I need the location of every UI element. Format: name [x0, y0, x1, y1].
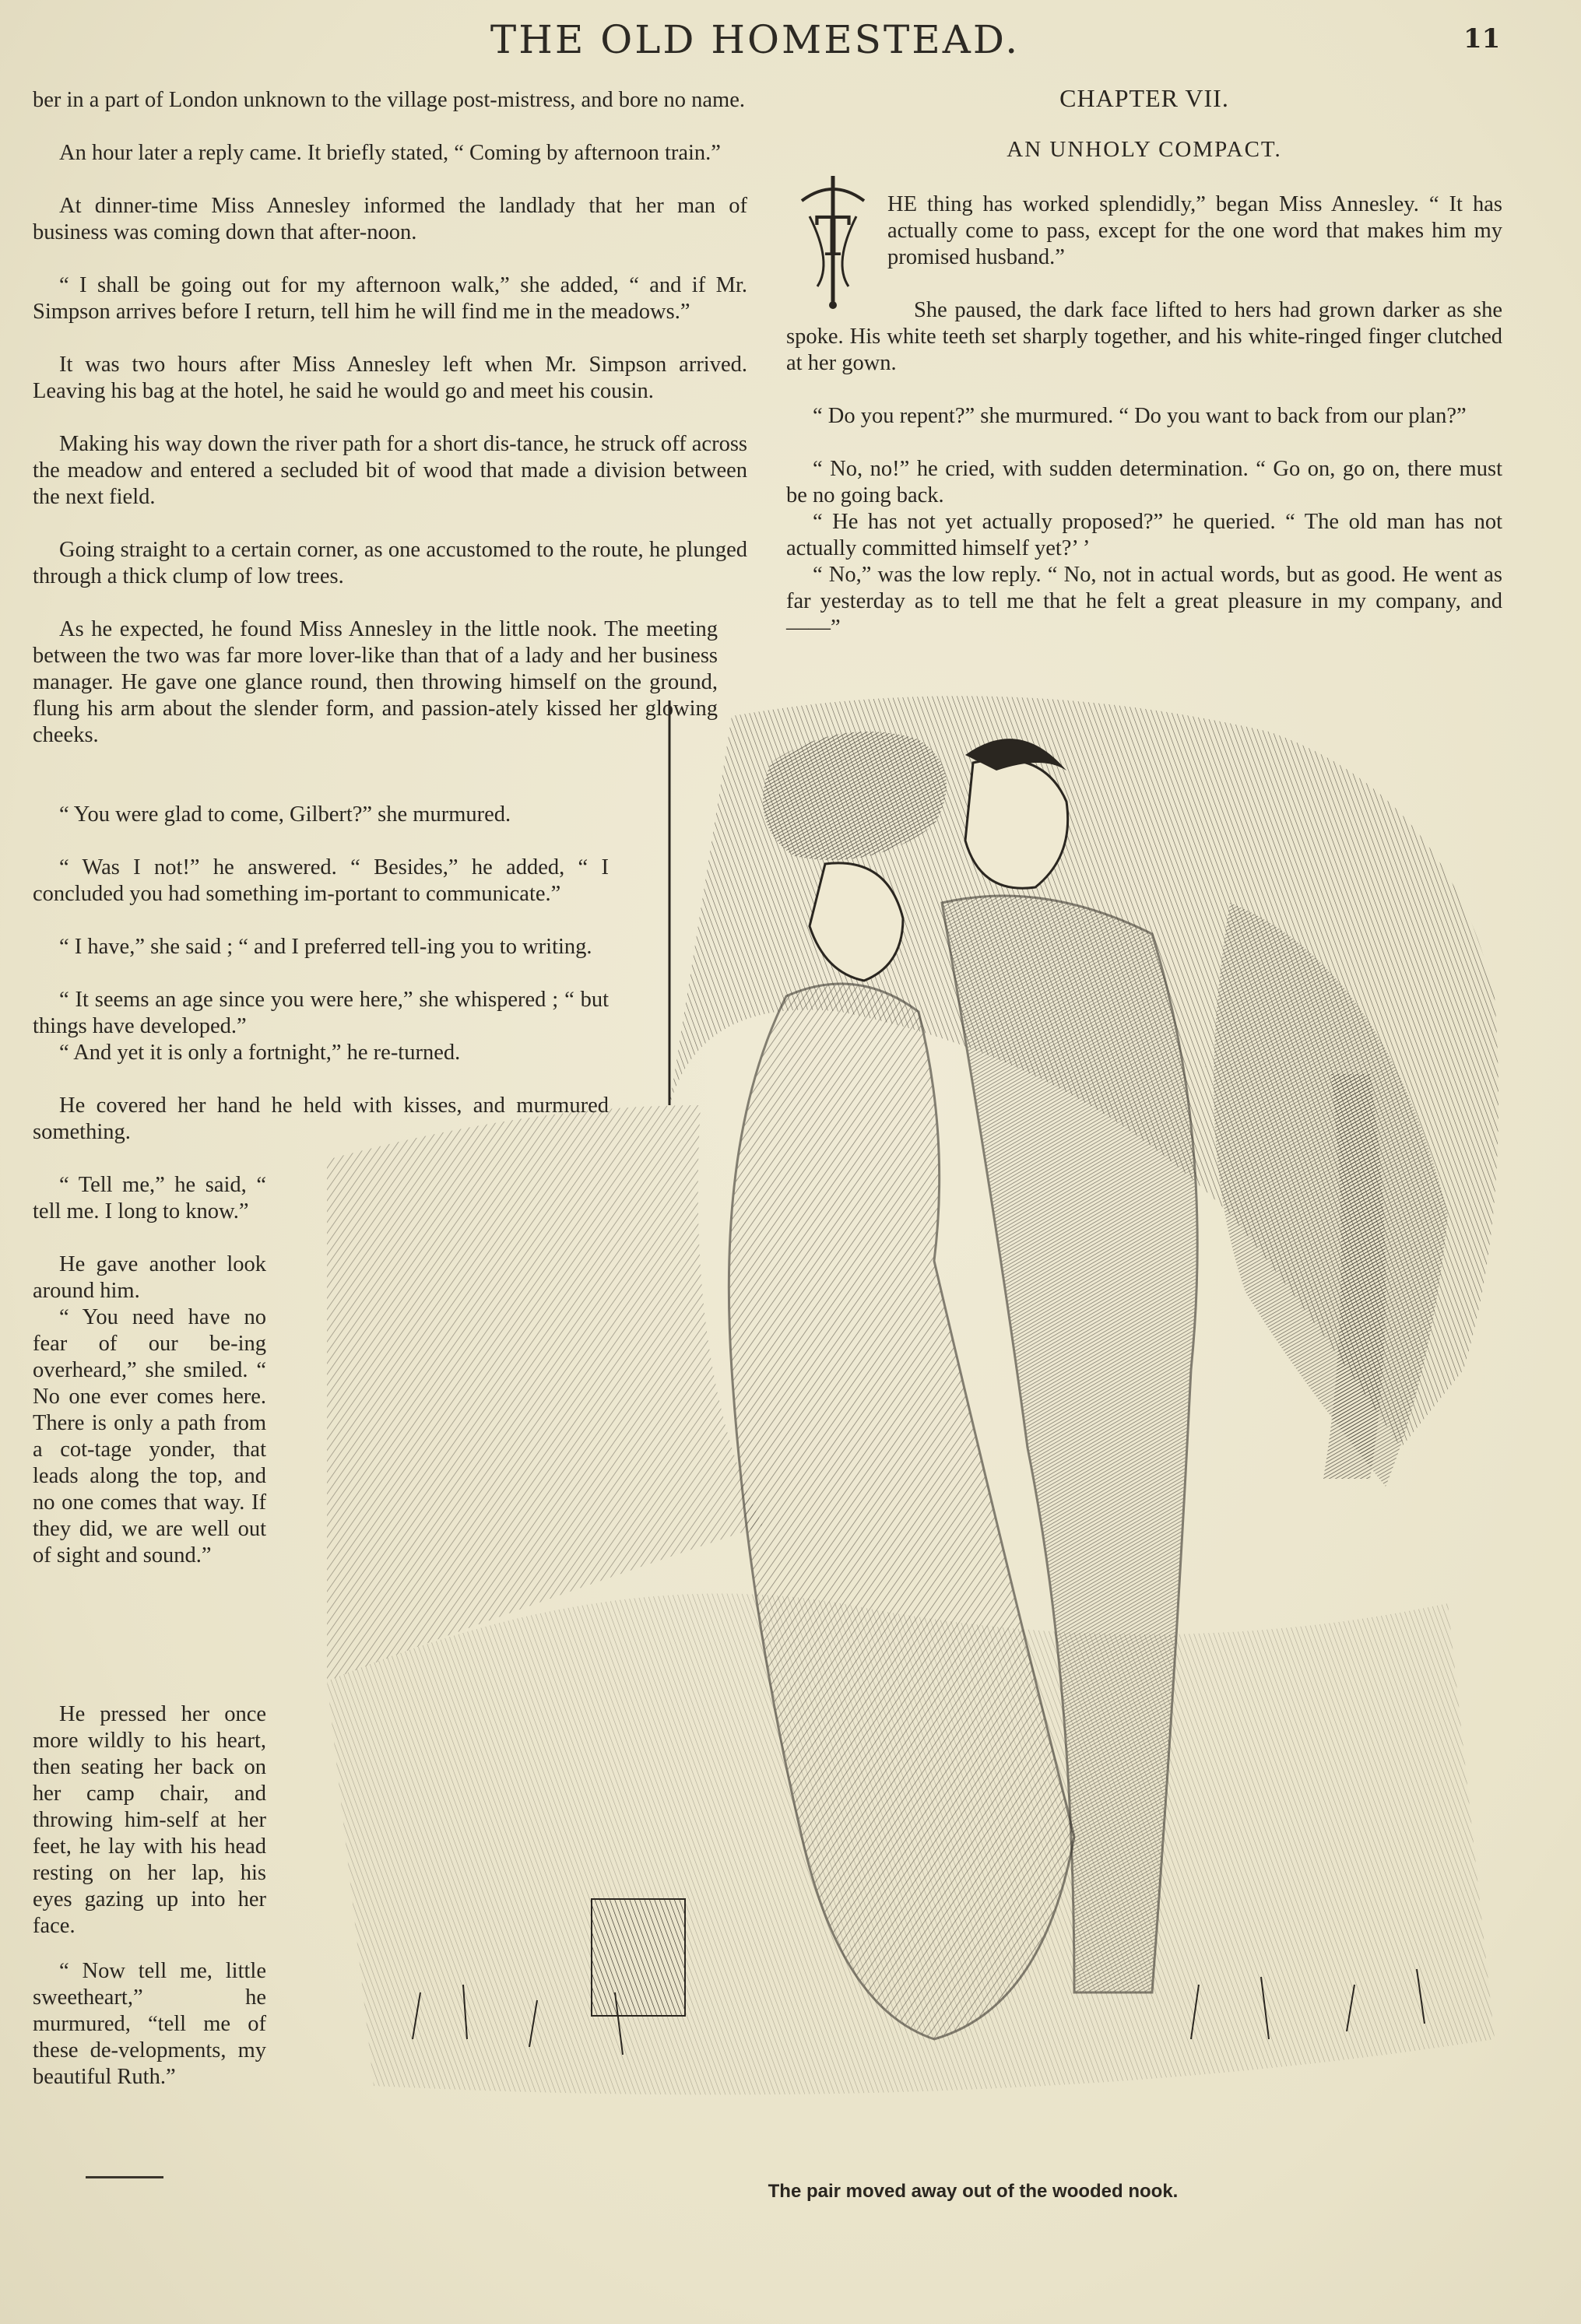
left-paragraph: Making his way down the river path for a short dis-tance, he struck off across the meadow and entered a secluded bit of wood that made a division between the next field. — [33, 432, 747, 509]
section-rule — [86, 2176, 163, 2178]
left-paragraph: “ I have,” she said ; “ and I preferred tell-ing you to writing. — [59, 935, 592, 959]
drop-cap-ornament — [786, 170, 880, 310]
left-paragraph: “ I shall be going out for my afternoon walk,” she added, “ and if Mr. Simpson arrives before I return, tell him he will find me in the meadows.” — [33, 273, 747, 324]
left-paragraph: “ You need have no fear of our be-ing overheard,” she smiled. “ No one ever comes here. There is only a path from a cot-tage yonder, that leads along the top, and no one comes that way. If they did, we are well out of sight and sound.” — [33, 1305, 266, 1567]
right-paragraph: “ He has not yet actually proposed?” he queried. “ The old man has not actually committed himself yet?’ ’ — [786, 510, 1502, 560]
right-paragraph: “ No, no!” he cried, with sudden determination. “ Go on, go on, there must be no going back. — [786, 457, 1502, 507]
left-paragraph: “ Tell me,” he said, “ tell me. I long to know.” — [33, 1173, 266, 1223]
right-paragraph: “ No,” was the low reply. “ No, not in actual words, but as good. He went as far yesterday as to tell me that he felt a great pleasure in my company, and ——” — [786, 563, 1502, 640]
right-paragraph: “ Do you repent?” she murmured. “ Do you want to back from our plan?” — [813, 404, 1467, 428]
left-paragraph: He gave another look around him. — [33, 1252, 266, 1303]
drop-cap-letter: T — [814, 205, 852, 269]
illustration-caption: The pair moved away out of the wooded nook. — [768, 2181, 1179, 2202]
right-paragraph: HE thing has worked splendidly,” began Miss Annesley. “ It has actually come to pass, except for the one word that makes him my promised husband.” — [887, 192, 1502, 269]
left-paragraph: As he expected, he found Miss Annesley in the little nook. The meeting between the two was far more lover-like than that of a lady and her business manager. He gave one glance round, then throwing himself on the ground, flung his arm about the slender form, and passion-ately kissed her glowing cheeks. — [33, 617, 718, 747]
left-paragraph: It was two hours after Miss Annesley left when Mr. Simpson arrived. Leaving his bag at the hotel, he said he would go and meet his cousin. — [33, 353, 747, 403]
left-paragraph: “ It seems an age since you were here,” she whispered ; “ but things have developed.” — [33, 988, 609, 1038]
right-paragraph: She paused, the dark face lifted to hers had grown darker as she spoke. His white teeth set sharply together, and his white-ringed finger clutched at her gown. — [786, 298, 1502, 375]
left-paragraph: “ And yet it is only a fortnight,” he re-turned. — [59, 1041, 461, 1065]
page-number: 11 — [1463, 23, 1501, 54]
left-paragraph: An hour later a reply came. It briefly stated, “ Coming by afternoon train.” — [59, 141, 721, 165]
left-paragraph: He pressed her once more wildly to his heart, then seating her back on her camp chair, and throwing him-self at her feet, he lay with his head resting on her lap, his eyes gazing up into her face. — [33, 1702, 266, 1938]
left-paragraph: “ Was I not!” he answered. “ Besides,” he added, “ I concluded you had something im-portant to communicate.” — [33, 855, 609, 906]
left-paragraph: He covered her hand he held with kisses, and murmured something. — [33, 1094, 609, 1144]
running-head: THE OLD HOMESTEAD. — [490, 17, 1021, 62]
chapter-title: AN UNHOLY COMPACT. — [1007, 137, 1282, 162]
left-paragraph: “ Now tell me, little sweetheart,” he murmured, “tell me of these de-velopments, my beautiful Ruth.” — [33, 1959, 266, 2089]
engraved-illustration — [296, 669, 1518, 2171]
chapter-number: CHAPTER VII. — [1059, 84, 1229, 112]
left-paragraph: “ You were glad to come, Gilbert?” she murmured. — [59, 802, 511, 827]
left-paragraph: ber in a part of London unknown to the village post-mistress, and bore no name. — [33, 88, 745, 112]
left-paragraph: Going straight to a certain corner, as one accustomed to the route, he plunged through a thick clump of low trees. — [33, 538, 747, 588]
left-paragraph: At dinner-time Miss Annesley informed the landlady that her man of business was coming down that after-noon. — [33, 194, 747, 244]
